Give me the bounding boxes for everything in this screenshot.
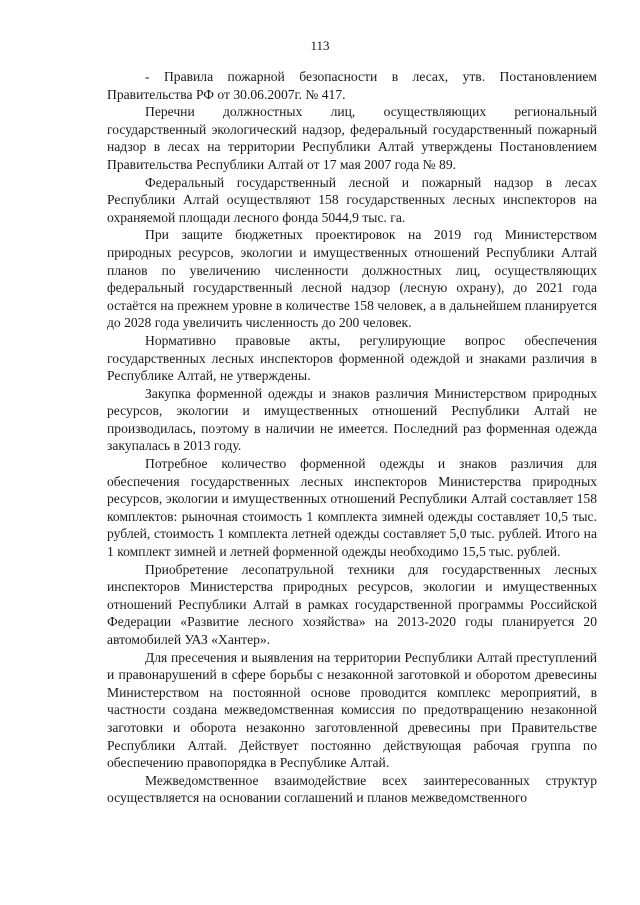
paragraph-inspectors-count: Федеральный государственный лесной и пожарный надзор в лесах Республики Алтай осуществляют 158 государственных лесных инспекторов на охраняемой площади лесного фонда 5044,9 тыс. га. bbox=[107, 174, 597, 225]
paragraph-patrol-vehicles: Приобретение лесопатрульной техники для государственных лесных инспекторов Министерства природных ресурсов, экологии и имущественных отношений Республики Алтай в рамках государственной программы Российской Федерации «Развитие лесного хозяйства» на 2013-2020 годы планируется 20 автомобилей УАЗ «Хантер». bbox=[107, 561, 597, 647]
paragraph-budget-projections: При защите бюджетных проектировок на 2019 год Министерством природных ресурсов, экологии и имущественных отношений Республики Алтай планов по увеличению численности должностных лиц, осуществляющих федеральный государственный лесной надзор (лесную охрану), до 2021 года остаётся на прежнем уровне в количестве 158 человек, а в дальнейшем планируется до 2028 года увеличить численность до 200 человек. bbox=[107, 227, 597, 331]
paragraph-official-lists: Перечни должностных лиц, осуществляющих региональный государственный экологический надзор, федеральный государственный пожарный надзор в лесах на территории Республики Алтай утверждены Постановлением Правительства Республики Алтай от 17 мая 2007 года № 89. bbox=[107, 104, 597, 172]
paragraph-illegal-logging: Для пресечения и выявления на территории Республики Алтай преступлений и правонарушений в сфере борьбы с незаконной заготовкой и оборотом древесины Министерством на постоянной основе проводится комплекс мероприятий, в частности создана межведомственная комиссия по предотвращению незаконной заготовки и оборота незаконно заготовленной древесины при Правительстве Республики Алтай. Действует постоянно действующая рабочая группа по обеспечению правопорядка в Республике Алтай. bbox=[107, 649, 597, 771]
document-body bbox=[107, 68, 597, 807]
paragraph-fire-safety-rules: - Правила пожарной безопасности в лесах, утв. Постановлением Правительства РФ от 30.06.2007г. № 417. bbox=[107, 69, 597, 102]
paragraph-uniform-need: Потребное количество форменной одежды и знаков различия для обеспечения государственных лесных инспекторов Министерства природных ресурсов, экологии и имущественных отношений Республики Алтай составляет 158 комплектов: рыночная стоимость 1 комплекта зимней одежды составляет 10,5 тыс. рублей, стоимость 1 комплекта летней одежды составляет 5,0 тыс. рублей. Итого на 1 комплект зимней и летней форменной одежды необходимо 15,5 тыс. рублей. bbox=[107, 456, 597, 560]
paragraph-interagency-cooperation: Межведомственное взаимодействие всех заинтересованных структур осуществляется на основании соглашений и планов межведомственного bbox=[107, 772, 597, 806]
page-number: 113 bbox=[310, 38, 330, 53]
paragraph-uniform-purchase: Закупка форменной одежды и знаков различия Министерством природных ресурсов, экологии и имущественных отношений Республики Алтай не производилась, поэтому в наличии не имеется. Последний раз форменная одежда закупалась в 2013 году. bbox=[107, 385, 597, 454]
paragraph-legal-acts: Нормативно правовые акты, регулирующие вопрос обеспечения государственных лесных инспекторов форменной одеждой и знаками различия в Республике Алтай, не утверждены. bbox=[107, 332, 597, 384]
